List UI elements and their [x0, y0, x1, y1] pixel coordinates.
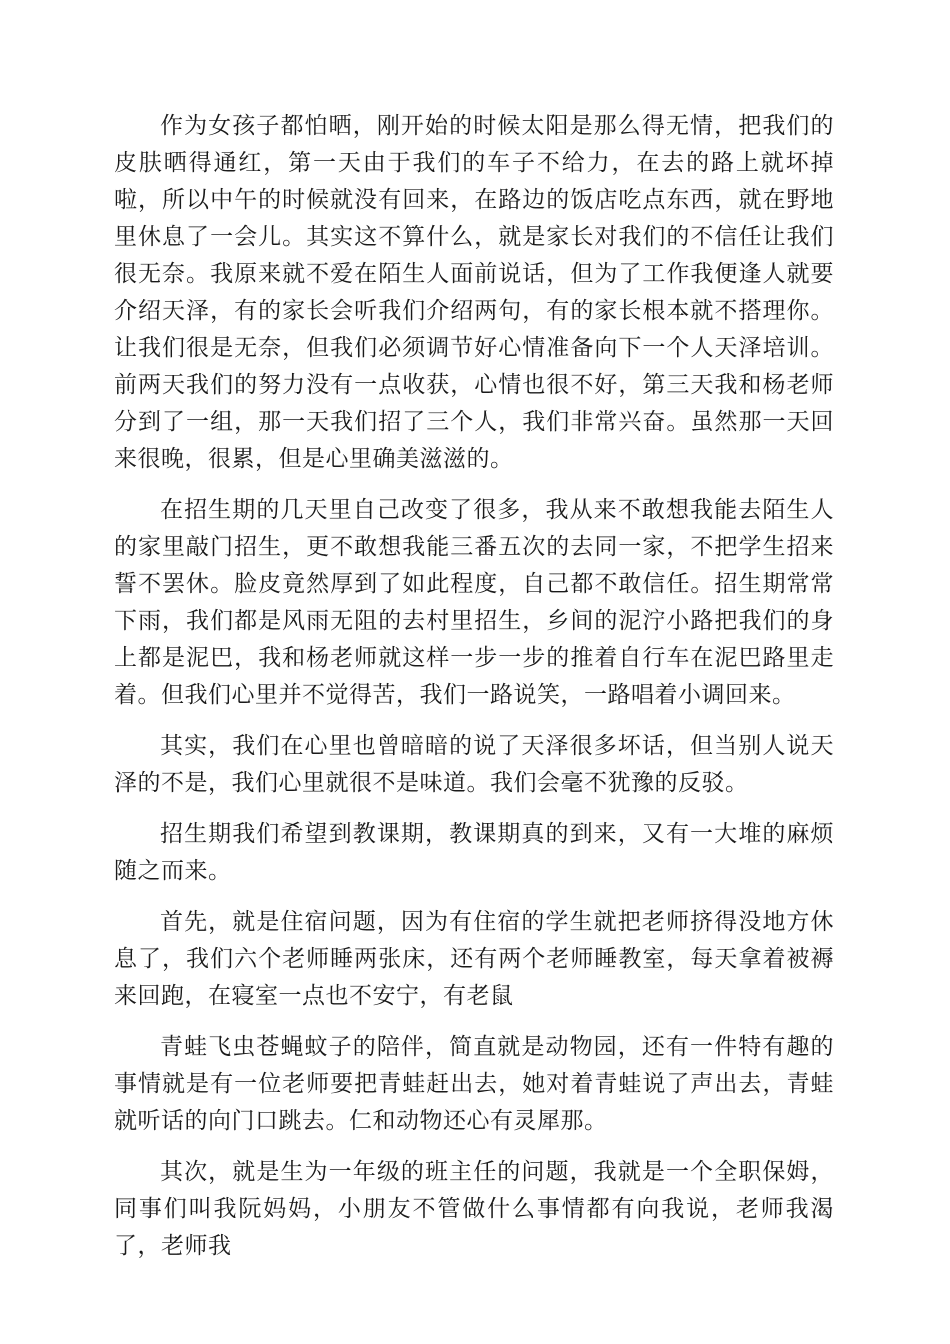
paragraph: 在招生期的几天里自己改变了很多，我从来不敢想我能去陌生人的家里敲门招生，更不敢想我能三番五次的去同一家，不把学生招来誓不罢休。脸皮竟然厚到了如此程度，自己都不敢信任。招生期常常下雨，我们都是风雨无阻的去村里招生，乡间的泥泞小路把我们的身上都是泥巴，我和杨老师就这样一步一步的推着自行车在泥巴路里走着。但我们心里并不觉得苦，我们一路说笑，一路唱着小调回来。 [114, 497, 834, 708]
paragraph: 作为女孩子都怕晒，刚开始的时候太阳是那么得无情，把我们的皮肤晒得通红，第一天由于我们的车子不给力，在去的路上就坏掉啦，所以中午的时候就没有回来，在路边的饭店吃点东西，就在野地里休息了一会儿。其实这不算什么，就是家长对我们的不信任让我们很无奈。我原来就不爱在陌生人面前说话，但为了工作我便逢人就要介绍天泽，有的家长会听我们介绍两句，有的家长根本就不搭理你。让我们很是无奈，但我们必须调节好心情准备向下一个人天泽培训。前两天我们的努力没有一点收获，心情也很不好，第三天我和杨老师分到了一组，那一天我们招了三个人，我们非常兴奋。虽然那一天回来很晚，很累，但是心里确美滋滋的。 [114, 113, 834, 472]
paragraph: 首先，就是住宿问题，因为有住宿的学生就把老师挤得没地方休息了，我们六个老师睡两张床，还有两个老师睡教室，每天拿着被褥来回跑，在寝室一点也不安宁，有老鼠 [114, 909, 834, 1009]
paragraph: 青蛙飞虫苍蝇蚊子的陪伴，简直就是动物园，还有一件特有趣的事情就是有一位老师要把青蛙赶出去，她对着青蛙说了声出去，青蛙就听话的向门口跳去。仁和动物还心有灵犀那。 [114, 1034, 834, 1134]
document-body [114, 108, 834, 1279]
paragraph: 其实，我们在心里也曾暗暗的说了天泽很多坏话，但当别人说天泽的不是，我们心里就很不是味道。我们会毫不犹豫的反驳。 [114, 733, 834, 796]
paragraph: 其次，就是生为一年级的班主任的问题，我就是一个全职保姆，同事们叫我阮妈妈，小朋友不管做什么事情都有向我说，老师我渴了，老师我 [114, 1159, 834, 1259]
paragraph: 招生期我们希望到教课期，教课期真的到来，又有一大堆的麻烦随之而来。 [114, 821, 834, 884]
